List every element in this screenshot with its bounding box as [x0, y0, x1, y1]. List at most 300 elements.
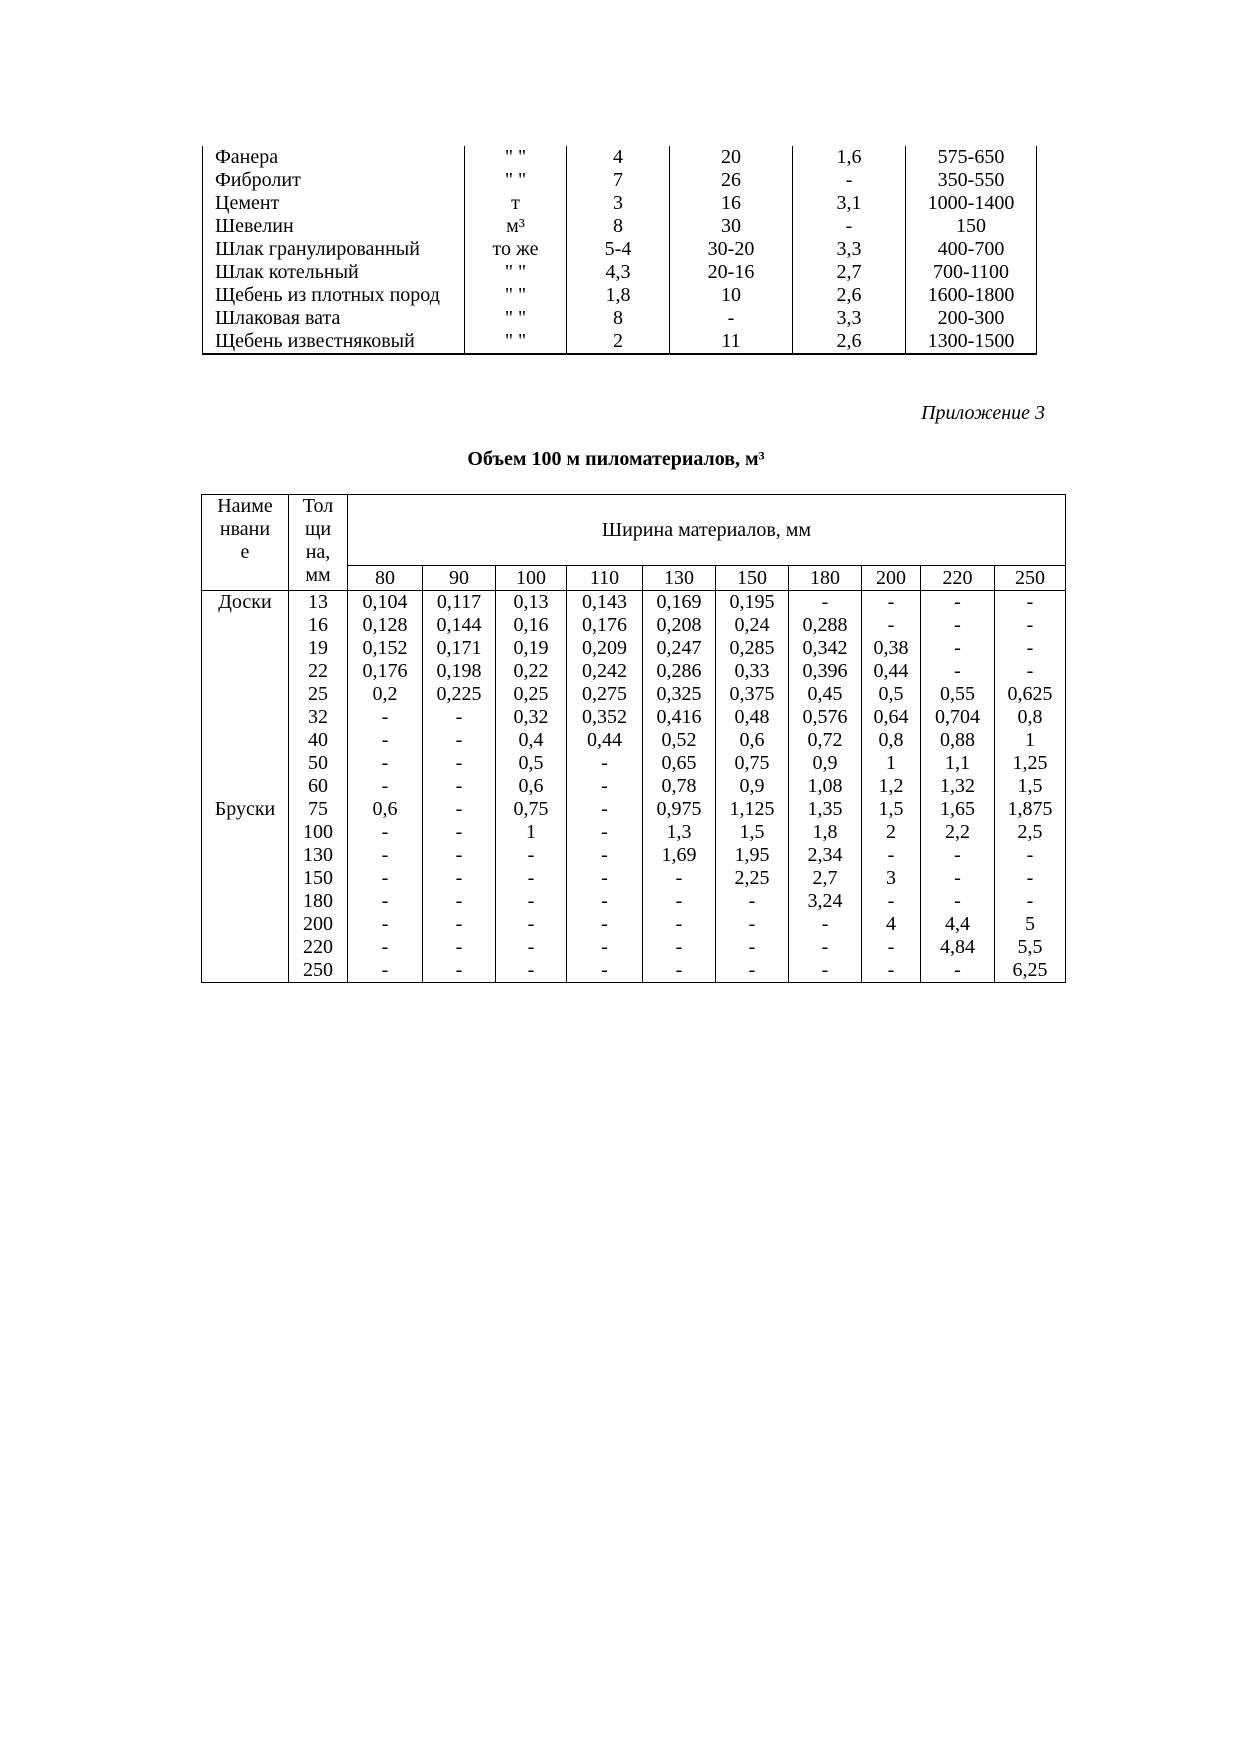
volume-cell: 0,128: [348, 614, 423, 637]
volume-cell: 0,416: [643, 706, 716, 729]
value-cell: 1,6: [793, 146, 906, 169]
volume-cell: 0,75: [496, 798, 567, 821]
table-row: [202, 890, 1066, 913]
volume-cell: 2,7: [789, 867, 862, 890]
thickness-cell: 19: [289, 637, 348, 660]
product-name: [202, 844, 289, 867]
volume-cell: 0,4: [496, 729, 567, 752]
volume-cell: 1: [995, 729, 1066, 752]
volume-cell: 1,125: [716, 798, 789, 821]
value-cell: 10: [670, 284, 793, 307]
width-header-cell: 220: [921, 566, 995, 591]
volume-cell: -: [423, 913, 496, 936]
header-thickness: [289, 495, 348, 591]
volume-cell: 0,5: [496, 752, 567, 775]
volume-cell: -: [716, 890, 789, 913]
volume-cell: 0,24: [716, 614, 789, 637]
volume-cell: -: [643, 959, 716, 983]
table-row: [202, 844, 1066, 867]
table-row: [203, 169, 1037, 192]
volume-cell: 0,209: [567, 637, 643, 660]
thickness-cell: 60: [289, 775, 348, 798]
thickness-cell: 40: [289, 729, 348, 752]
volume-cell: 0,55: [921, 683, 995, 706]
volume-cell: 0,143: [567, 591, 643, 615]
volume-cell: 0,342: [789, 637, 862, 660]
volume-cell: 1,2: [862, 775, 921, 798]
volume-cell: -: [423, 844, 496, 867]
product-name: [202, 867, 289, 890]
table-row: [202, 959, 1066, 983]
volume-cell: 0,144: [423, 614, 496, 637]
volume-cell: -: [995, 890, 1066, 913]
product-name: [202, 821, 289, 844]
volume-cell: -: [921, 890, 995, 913]
volume-cell: -: [716, 959, 789, 983]
volume-cell: 0,88: [921, 729, 995, 752]
volume-cell: -: [423, 890, 496, 913]
volume-cell: 0,275: [567, 683, 643, 706]
volume-cell: -: [423, 936, 496, 959]
volume-cell: -: [921, 844, 995, 867]
volume-cell: 0,6: [496, 775, 567, 798]
header-thickness-line: мм: [305, 564, 331, 586]
volume-cell: -: [348, 867, 423, 890]
volume-cell: -: [921, 660, 995, 683]
thickness-cell: 220: [289, 936, 348, 959]
volume-cell: -: [423, 775, 496, 798]
volume-cell: 0,44: [567, 729, 643, 752]
volume-cell: 0,22: [496, 660, 567, 683]
volume-cell: -: [995, 637, 1066, 660]
volume-cell: 2,5: [995, 821, 1066, 844]
width-header-cell: 180: [789, 566, 862, 591]
volume-cell: 1,8: [789, 821, 862, 844]
volume-cell: -: [921, 614, 995, 637]
value-cell: 5-4: [567, 238, 670, 261]
table-row: [202, 637, 1066, 660]
volume-cell: -: [423, 798, 496, 821]
volume-cell: 0,195: [716, 591, 789, 615]
volume-cell: 0,25: [496, 683, 567, 706]
table-row: [203, 192, 1037, 215]
volume-cell: 0,176: [348, 660, 423, 683]
volume-cell: -: [921, 867, 995, 890]
material-name: Шевелин: [203, 215, 465, 238]
volume-cell: -: [716, 913, 789, 936]
volume-cell: 0,975: [643, 798, 716, 821]
volume-cell: 0,285: [716, 637, 789, 660]
material-name: Цемент: [203, 192, 465, 215]
volume-cell: 0,5: [862, 683, 921, 706]
value-cell: 400-700: [906, 238, 1037, 261]
volume-cell: -: [348, 752, 423, 775]
table-row: [202, 591, 1066, 615]
value-cell: -: [670, 307, 793, 330]
volume-cell: 5,5: [995, 936, 1066, 959]
table-row: [202, 729, 1066, 752]
thickness-cell: 150: [289, 867, 348, 890]
volume-cell: -: [496, 913, 567, 936]
product-name: [202, 913, 289, 936]
product-name: [202, 959, 289, 983]
volume-cell: -: [921, 959, 995, 983]
value-cell: 20-16: [670, 261, 793, 284]
volume-cell: 1,1: [921, 752, 995, 775]
volume-cell: -: [348, 890, 423, 913]
product-name: [202, 890, 289, 913]
volume-cell: 0,242: [567, 660, 643, 683]
volume-cell: 0,16: [496, 614, 567, 637]
header-thickness-line: щи: [304, 518, 332, 540]
volume-cell: 0,286: [643, 660, 716, 683]
thickness-cell: 250: [289, 959, 348, 983]
volume-cell: 0,225: [423, 683, 496, 706]
value-cell: 150: [906, 215, 1037, 238]
volume-cell: 0,6: [716, 729, 789, 752]
volume-cell: -: [348, 913, 423, 936]
volume-cell: -: [496, 936, 567, 959]
volume-cell: 0,38: [862, 637, 921, 660]
thickness-cell: 16: [289, 614, 348, 637]
value-cell: 3,3: [793, 307, 906, 330]
volume-cell: 0,169: [643, 591, 716, 615]
volume-cell: 0,247: [643, 637, 716, 660]
volume-cell: 0,48: [716, 706, 789, 729]
material-name: Шлаковая вата: [203, 307, 465, 330]
value-cell: 2,6: [793, 330, 906, 354]
value-cell: 350-550: [906, 169, 1037, 192]
header-thickness-line: Тол: [302, 495, 334, 517]
appendix-label: Приложение 3: [921, 402, 1045, 424]
volume-cell: -: [862, 614, 921, 637]
volume-cell: 0,78: [643, 775, 716, 798]
material-name: Щебень из плотных пород: [203, 284, 465, 307]
unit-cell: " ": [465, 330, 567, 354]
value-cell: -: [793, 169, 906, 192]
volume-cell: 1,5: [716, 821, 789, 844]
table-row: [202, 683, 1066, 706]
volume-cell: 2: [862, 821, 921, 844]
volume-cell: -: [643, 936, 716, 959]
value-cell: 1600-1800: [906, 284, 1037, 307]
volume-cell: -: [348, 729, 423, 752]
product-name: [202, 660, 289, 683]
volume-cell: 1,25: [995, 752, 1066, 775]
value-cell: 1000-1400: [906, 192, 1037, 215]
volume-cell: -: [921, 637, 995, 660]
table-title: Объем 100 м пиломатериалов, м³: [467, 448, 765, 470]
volume-cell: 4: [862, 913, 921, 936]
value-cell: 3,3: [793, 238, 906, 261]
volume-cell: -: [348, 821, 423, 844]
product-name: [202, 752, 289, 775]
volume-cell: -: [348, 936, 423, 959]
volume-cell: 0,19: [496, 637, 567, 660]
volume-cell: -: [496, 844, 567, 867]
volume-cell: -: [496, 890, 567, 913]
volume-cell: -: [423, 706, 496, 729]
product-name: [202, 706, 289, 729]
volume-cell: -: [995, 844, 1066, 867]
product-name: [202, 614, 289, 637]
value-cell: -: [793, 215, 906, 238]
volume-cell: -: [567, 821, 643, 844]
thickness-cell: 13: [289, 591, 348, 615]
table-row: [203, 238, 1037, 261]
volume-cell: 1,3: [643, 821, 716, 844]
table-row: [203, 284, 1037, 307]
product-name: [202, 683, 289, 706]
volume-cell: 0,9: [789, 752, 862, 775]
volume-cell: -: [862, 890, 921, 913]
width-header-cell: 200: [862, 566, 921, 591]
value-cell: 3,1: [793, 192, 906, 215]
table-row: [202, 798, 1066, 821]
volume-cell: -: [921, 591, 995, 615]
volume-cell: -: [862, 844, 921, 867]
volume-cell: 0,65: [643, 752, 716, 775]
volume-cell: -: [567, 752, 643, 775]
volume-cell: -: [643, 890, 716, 913]
value-cell: 575-650: [906, 146, 1037, 169]
volume-cell: 1,32: [921, 775, 995, 798]
volume-cell: 3: [862, 867, 921, 890]
product-name: [202, 775, 289, 798]
volume-cell: 0,171: [423, 637, 496, 660]
volume-cell: -: [567, 798, 643, 821]
value-cell: 200-300: [906, 307, 1037, 330]
volume-cell: 0,64: [862, 706, 921, 729]
value-cell: 4: [567, 146, 670, 169]
volume-cell: 0,52: [643, 729, 716, 752]
value-cell: 8: [567, 307, 670, 330]
table-row: [203, 330, 1037, 354]
volume-cell: 4,4: [921, 913, 995, 936]
value-cell: 1,8: [567, 284, 670, 307]
unit-cell: " ": [465, 169, 567, 192]
volume-cell: 1,95: [716, 844, 789, 867]
volume-cell: 0,44: [862, 660, 921, 683]
volume-cell: 1,5: [995, 775, 1066, 798]
volume-cell: -: [789, 959, 862, 983]
value-cell: 1300-1500: [906, 330, 1037, 354]
volume-cell: -: [423, 867, 496, 890]
volume-cell: 0,352: [567, 706, 643, 729]
value-cell: 8: [567, 215, 670, 238]
volume-cell: 1: [862, 752, 921, 775]
volume-cell: 0,176: [567, 614, 643, 637]
volume-cell: -: [995, 591, 1066, 615]
thickness-cell: 22: [289, 660, 348, 683]
unit-cell: м³: [465, 215, 567, 238]
unit-cell: т: [465, 192, 567, 215]
product-name: [202, 637, 289, 660]
volume-cell: -: [423, 959, 496, 983]
volume-cell: 2,34: [789, 844, 862, 867]
value-cell: 4,3: [567, 261, 670, 284]
volume-cell: -: [567, 913, 643, 936]
thickness-cell: 130: [289, 844, 348, 867]
volume-cell: -: [567, 775, 643, 798]
volume-cell: -: [567, 936, 643, 959]
volume-cell: 0,33: [716, 660, 789, 683]
value-cell: 11: [670, 330, 793, 354]
volume-cell: 0,6: [348, 798, 423, 821]
volume-cell: -: [995, 614, 1066, 637]
volume-cell: -: [643, 913, 716, 936]
header-name-line: Наиме: [217, 495, 273, 517]
volume-cell: 4,84: [921, 936, 995, 959]
table-row: [203, 146, 1037, 169]
volume-cell: 0,704: [921, 706, 995, 729]
value-cell: 700-1100: [906, 261, 1037, 284]
table-row: [202, 936, 1066, 959]
volume-cell: 1,08: [789, 775, 862, 798]
table-row: [202, 775, 1066, 798]
width-header-cell: 110: [567, 566, 643, 591]
material-name: Щебень известняковый: [203, 330, 465, 354]
volume-cell: 0,152: [348, 637, 423, 660]
volume-cell: 0,72: [789, 729, 862, 752]
volume-cell: 1,35: [789, 798, 862, 821]
volume-cell: -: [567, 844, 643, 867]
width-header-cell: 80: [348, 566, 423, 591]
value-cell: 30-20: [670, 238, 793, 261]
value-cell: 2,6: [793, 284, 906, 307]
table-row: [203, 307, 1037, 330]
volume-cell: 0,32: [496, 706, 567, 729]
thickness-cell: 32: [289, 706, 348, 729]
product-name: Бруски: [202, 798, 289, 821]
volume-cell: -: [567, 867, 643, 890]
volume-cell: -: [423, 821, 496, 844]
volume-cell: 0,375: [716, 683, 789, 706]
volume-cell: 0,325: [643, 683, 716, 706]
volume-cell: 6,25: [995, 959, 1066, 983]
thickness-cell: 100: [289, 821, 348, 844]
volume-cell: 0,45: [789, 683, 862, 706]
material-name: Шлак котельный: [203, 261, 465, 284]
volume-cell: -: [995, 660, 1066, 683]
volume-cell: -: [643, 867, 716, 890]
volume-cell: 1,65: [921, 798, 995, 821]
volume-cell: 0,396: [789, 660, 862, 683]
volume-cell: -: [789, 591, 862, 615]
volume-cell: 1,5: [862, 798, 921, 821]
volume-cell: -: [789, 936, 862, 959]
volume-cell: 1: [496, 821, 567, 844]
value-cell: 16: [670, 192, 793, 215]
volume-cell: 3,24: [789, 890, 862, 913]
volume-cell: -: [789, 913, 862, 936]
value-cell: 26: [670, 169, 793, 192]
volume-cell: -: [423, 752, 496, 775]
table-row: [202, 752, 1066, 775]
volume-cell: 2,25: [716, 867, 789, 890]
thickness-cell: 50: [289, 752, 348, 775]
lumber-volume-table: [201, 494, 1066, 983]
table-row: [202, 614, 1066, 637]
volume-cell: -: [995, 867, 1066, 890]
unit-cell: " ": [465, 284, 567, 307]
value-cell: 20: [670, 146, 793, 169]
unit-cell: " ": [465, 307, 567, 330]
volume-cell: 0,576: [789, 706, 862, 729]
volume-cell: 0,9: [716, 775, 789, 798]
volume-cell: 1,69: [643, 844, 716, 867]
volume-cell: -: [423, 729, 496, 752]
thickness-cell: 200: [289, 913, 348, 936]
volume-cell: 5: [995, 913, 1066, 936]
volume-cell: 0,75: [716, 752, 789, 775]
header-thickness-line: на,: [305, 541, 331, 563]
value-cell: 2,7: [793, 261, 906, 284]
volume-cell: -: [567, 959, 643, 983]
width-header-cell: 100: [496, 566, 567, 591]
value-cell: 2: [567, 330, 670, 354]
materials-table-continuation: [202, 146, 1037, 355]
header-name-line: е: [240, 541, 250, 563]
table-row: [203, 261, 1037, 284]
volume-cell: 0,198: [423, 660, 496, 683]
thickness-cell: 180: [289, 890, 348, 913]
volume-cell: -: [348, 844, 423, 867]
volume-cell: 0,208: [643, 614, 716, 637]
volume-cell: 1,875: [995, 798, 1066, 821]
table-row: [203, 215, 1037, 238]
volume-cell: -: [862, 936, 921, 959]
volume-cell: -: [862, 591, 921, 615]
width-header-cell: 250: [995, 566, 1066, 591]
volume-cell: -: [862, 959, 921, 983]
material-name: Фанера: [203, 146, 465, 169]
volume-cell: 0,117: [423, 591, 496, 615]
volume-cell: -: [496, 959, 567, 983]
value-cell: 3: [567, 192, 670, 215]
volume-cell: 0,625: [995, 683, 1066, 706]
table-row: [202, 706, 1066, 729]
volume-cell: 0,2: [348, 683, 423, 706]
volume-cell: -: [348, 706, 423, 729]
table-row: [202, 660, 1066, 683]
unit-cell: " ": [465, 146, 567, 169]
value-cell: 30: [670, 215, 793, 238]
thickness-cell: 25: [289, 683, 348, 706]
volume-cell: 0,8: [995, 706, 1066, 729]
volume-cell: -: [348, 959, 423, 983]
header-name-line: нвани: [219, 518, 271, 540]
material-name: Шлак гранулированный: [203, 238, 465, 261]
volume-cell: 0,8: [862, 729, 921, 752]
volume-cell: -: [716, 936, 789, 959]
volume-cell: -: [567, 890, 643, 913]
table-row: [202, 913, 1066, 936]
width-header-cell: 90: [423, 566, 496, 591]
volume-cell: 2,2: [921, 821, 995, 844]
volume-cell: 0,104: [348, 591, 423, 615]
volume-cell: -: [496, 867, 567, 890]
unit-cell: то же: [465, 238, 567, 261]
material-name: Фибролит: [203, 169, 465, 192]
product-name: [202, 729, 289, 752]
product-name: [202, 936, 289, 959]
thickness-cell: 75: [289, 798, 348, 821]
header-width: Ширина материалов, мм: [348, 495, 1066, 566]
width-header-cell: 150: [716, 566, 789, 591]
unit-cell: " ": [465, 261, 567, 284]
volume-cell: -: [348, 775, 423, 798]
